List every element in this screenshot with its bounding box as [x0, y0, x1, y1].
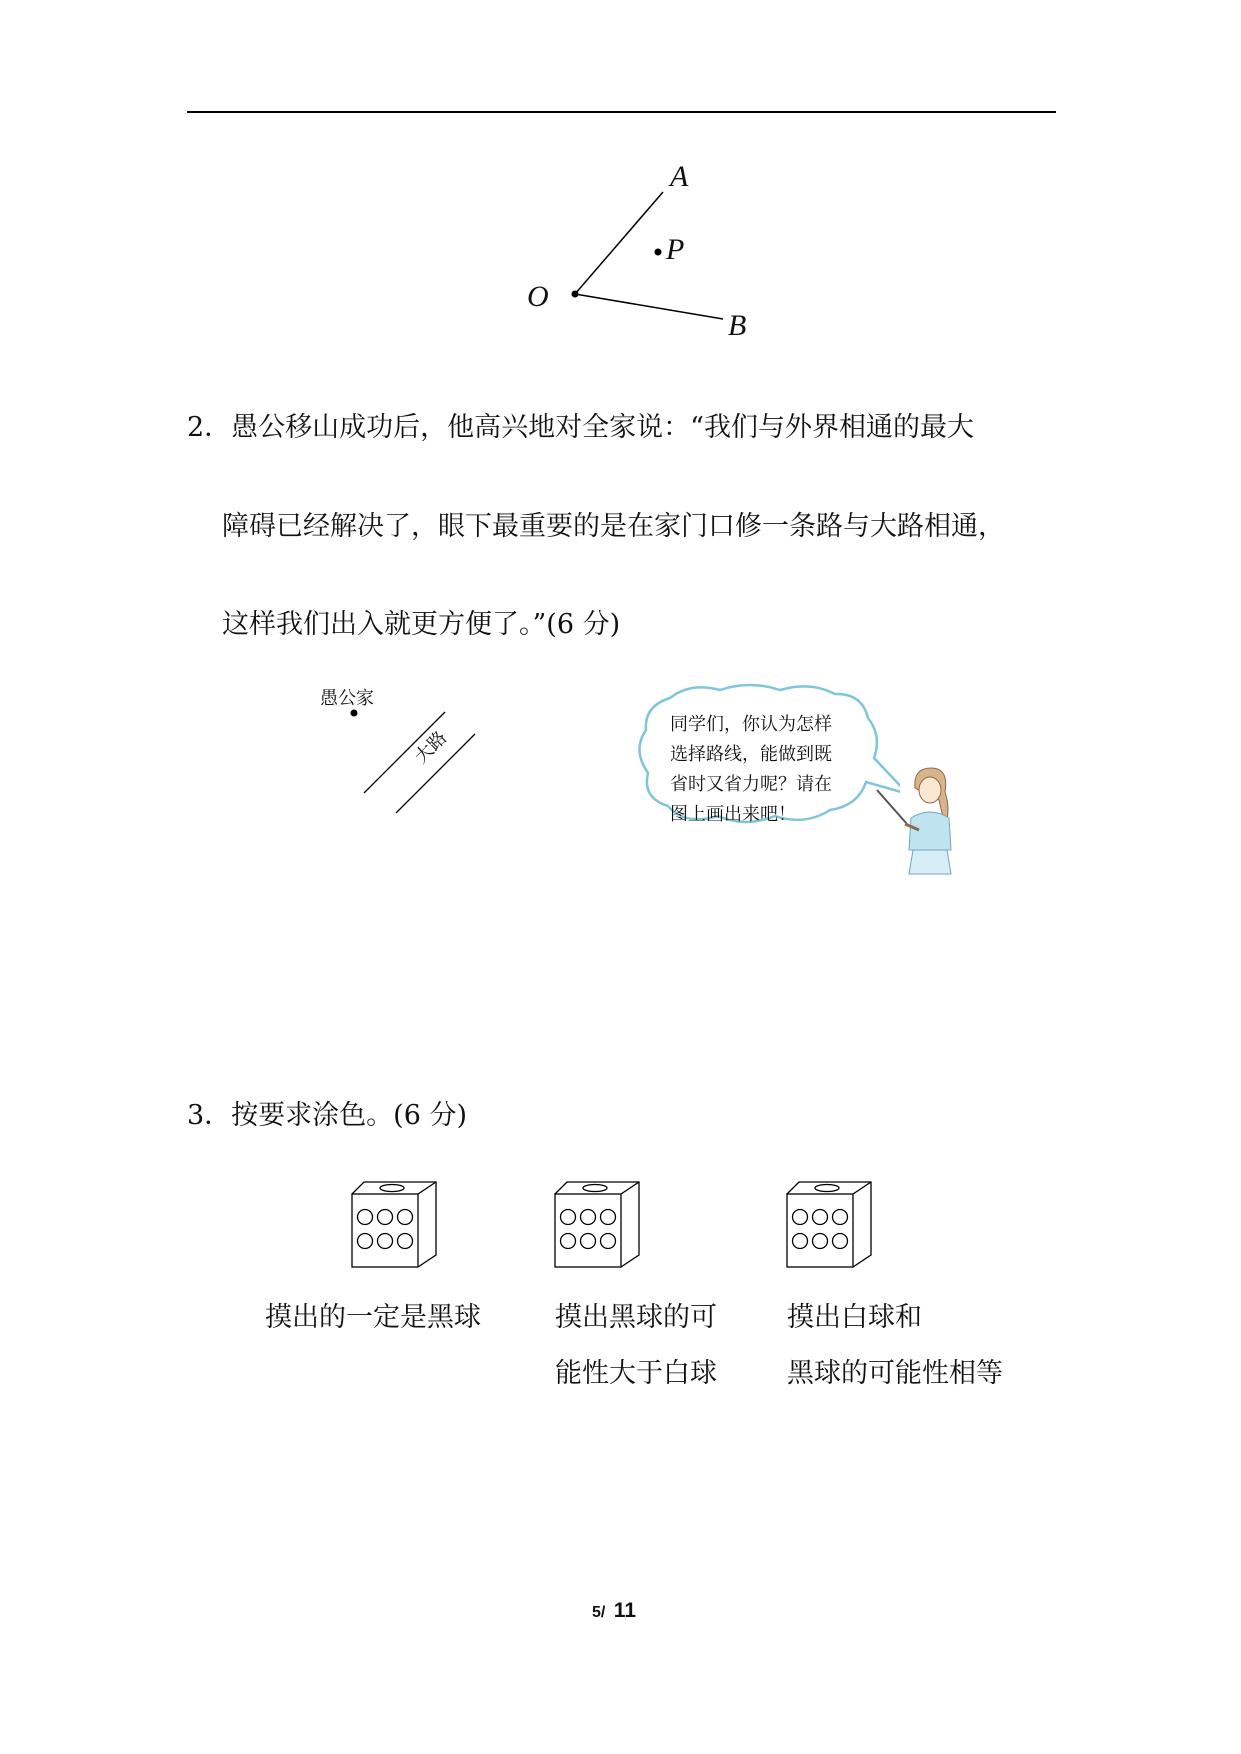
house-label: 愚公家: [320, 688, 374, 709]
ray-oa: [575, 192, 663, 294]
bubble-line-4: 图上画出来吧！: [670, 804, 796, 825]
box-3-caption-line-2: 黑球的可能性相等: [787, 1358, 1003, 1389]
bubble-line-3: 省时又省力呢？请在: [670, 774, 832, 795]
box-2-caption-line-2: 能性大于白球: [555, 1358, 717, 1389]
house-point: [351, 710, 358, 717]
box-2-caption-line-1: 摸出黑球的可: [555, 1302, 717, 1333]
road-figure: [340, 700, 500, 830]
label-o: O: [527, 280, 549, 313]
label-b: B: [728, 309, 747, 342]
label-a: A: [670, 160, 689, 193]
box-1-caption: 摸出的一定是黑球: [265, 1302, 481, 1333]
road-label: 大路: [410, 727, 452, 768]
face: [919, 777, 941, 803]
box-3-caption-line-1: 摸出白球和: [787, 1302, 922, 1333]
q2-line-2: 障碍已经解决了，眼下最重要的是在家门口修一条路与大路相通，: [222, 511, 1005, 542]
q2-line-3: 这样我们出入就更方便了。”(6 分): [222, 609, 621, 640]
page-number: [592, 1599, 636, 1623]
q2-line-1: 2．愚公移山成功后，他高兴地对全家说：“我们与外界相通的最大: [187, 412, 974, 443]
ray-ob: [575, 294, 723, 319]
page-current: 5/: [592, 1604, 606, 1621]
q3-title: 3．按要求涂色。(6 分): [187, 1100, 468, 1131]
ball-box-1: [350, 1180, 440, 1270]
top-rule: [187, 111, 1056, 113]
page-total: 11: [613, 1599, 636, 1622]
label-p: P: [666, 233, 685, 266]
point-p: [655, 249, 662, 256]
bubble-line-2: 选择路线，能做到既: [670, 744, 832, 765]
ball-box-2: [553, 1180, 643, 1270]
bubble-line-1: 同学们，你认为怎样: [670, 714, 832, 735]
pointer-stick: [877, 790, 907, 824]
shirt: [909, 812, 951, 850]
teacher-illustration: [875, 760, 960, 875]
skirt: [909, 850, 951, 874]
point-o: [572, 291, 579, 298]
ball-box-3: [785, 1180, 875, 1270]
